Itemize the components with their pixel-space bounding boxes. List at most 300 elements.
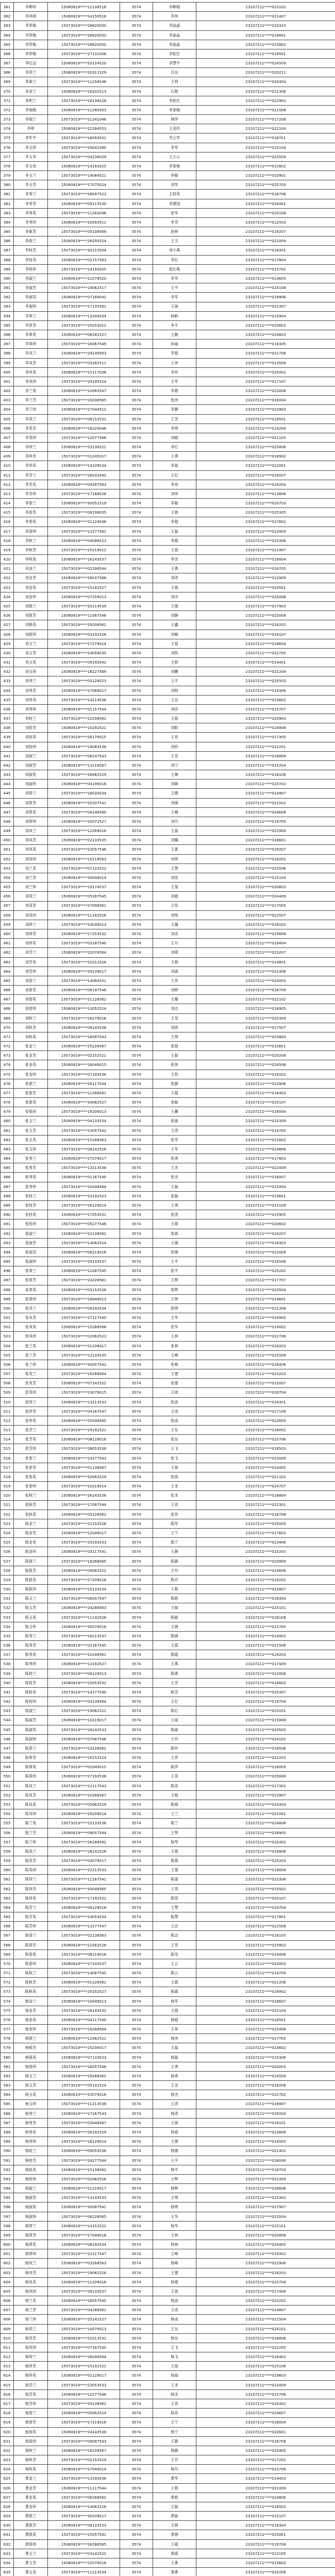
applicant-name-cell: 杨翠芳 [14, 2230, 48, 2240]
service-number-cell: 23107211****016102 [196, 920, 335, 929]
table-row [1, 1950, 335, 1959]
service-number-cell: 23107211****025309 [196, 1013, 335, 1023]
table-row [1, 2343, 335, 2352]
household-head-cell: 李春梅 [153, 105, 196, 114]
applicant-name-cell: 刘兰珍 [14, 883, 48, 892]
household-size-cell: 3574 [120, 1743, 153, 1753]
household-size-cell: 3574 [120, 1182, 153, 1191]
household-size-cell: 3574 [120, 1201, 153, 1210]
row-number-cell: 496 [1, 1266, 14, 1276]
applicant-name-cell: 李荣兰 [14, 68, 48, 77]
table-row [1, 358, 335, 367]
service-number-cell: 23107211****022006 [196, 1669, 335, 1678]
table-row [1, 461, 335, 470]
row-number-cell: 443 [1, 770, 14, 779]
applicant-name-cell: 刘淑珍 [14, 779, 48, 789]
id-number-cell: 15073019****26620050 [48, 30, 120, 40]
id-number-cell: 15080819****20093511 [48, 217, 120, 227]
applicant-name-cell: 黄玉英 [14, 2568, 48, 2576]
table-row [1, 676, 335, 686]
service-number-cell: 23107211****017108 [196, 1406, 335, 1416]
row-number-cell: 524 [1, 1529, 14, 1538]
row-number-cell: 553 [1, 1800, 14, 1809]
household-size-cell: 3574 [120, 236, 153, 246]
table-row [1, 2081, 335, 2090]
id-number-cell: 15073019****17168528 [48, 489, 120, 498]
table-row [1, 1463, 335, 1472]
row-number-cell: 400 [1, 367, 14, 377]
household-head-cell: 王丹 [153, 1566, 196, 1575]
service-number-cell: 23107211****016403 [196, 1088, 335, 1097]
household-size-cell: 3574 [120, 3, 153, 12]
id-number-cell: 15080819****17053531 [48, 1210, 120, 1219]
household-head-cell: 陈静 [153, 1556, 196, 1566]
household-head-cell: 杨静 [153, 2446, 196, 2455]
row-number-cell: 561 [1, 1875, 14, 1884]
table-row [1, 190, 335, 199]
row-number-cell: 398 [1, 349, 14, 358]
table-row [1, 1369, 335, 1379]
row-number-cell: 408 [1, 443, 14, 452]
household-head-cell: 李霞 [153, 536, 196, 545]
id-number-cell: 15073019****29138562 [48, 2399, 120, 2409]
household-head-cell: 王晓 [153, 957, 196, 967]
household-head-cell: 陈洁 [153, 1931, 196, 1940]
service-number-cell: 23107211****025005 [196, 1519, 335, 1528]
row-number-cell: 512 [1, 1416, 14, 1425]
household-size-cell: 3574 [120, 2389, 153, 2399]
service-number-cell: 23107211****022104 [196, 124, 335, 133]
row-number-cell: 401 [1, 377, 14, 386]
table-row [1, 246, 335, 255]
row-number-cell: 537 [1, 1650, 14, 1659]
applicant-name-cell: 杨凤芳 [14, 2268, 48, 2277]
service-number-cell: 23107211****019002 [196, 1323, 335, 1332]
household-size-cell: 3574 [120, 1950, 153, 1959]
service-number-cell: 23107211****015802 [196, 40, 335, 49]
applicant-name-cell: 李凤芳 [14, 358, 48, 367]
household-size-cell: 3574 [120, 461, 153, 470]
id-number-cell: 15080819****30049014 [48, 873, 120, 882]
household-size-cell: 3574 [120, 527, 153, 536]
id-number-cell: 15080819****25207541 [48, 798, 120, 807]
id-number-cell: 15080819****20268567 [48, 1790, 120, 1800]
row-number-cell: 573 [1, 1987, 14, 1996]
household-size-cell: 3574 [120, 2034, 153, 2043]
service-number-cell: 23107211****020107 [196, 1893, 335, 1903]
id-number-cell: 15080819****13213533 [48, 1397, 120, 1406]
row-number-cell: 392 [1, 293, 14, 302]
table-row [1, 639, 335, 648]
household-head-cell: 王文 [153, 236, 196, 246]
household-head-cell: 刘鹏 [153, 667, 196, 676]
applicant-name-cell: 黄银英 [14, 2530, 48, 2539]
row-number-cell: 435 [1, 695, 14, 704]
table-row [1, 1088, 335, 1097]
row-number-cell: 433 [1, 676, 14, 686]
service-number-cell: 23107211****024806 [196, 1144, 335, 1154]
applicant-name-cell: 杨金珍 [14, 2025, 48, 2034]
service-number-cell: 23107211****025001 [196, 2530, 335, 2539]
household-size-cell: 3574 [120, 1350, 153, 1360]
household-size-cell: 3574 [120, 1341, 153, 1350]
household-head-cell: 陈艳 [153, 1594, 196, 1603]
row-number-cell: 579 [1, 2043, 14, 2053]
row-number-cell: 438 [1, 723, 14, 733]
household-size-cell: 3574 [120, 2521, 153, 2530]
table-row [1, 686, 335, 695]
applicant-name-cell: 杨春芳 [14, 2418, 48, 2427]
id-number-cell: 15080819****02167545 [48, 1641, 120, 1650]
row-number-cell: 419 [1, 545, 14, 554]
applicant-name-cell: 张英芳 [14, 1379, 48, 1388]
table-row [1, 340, 335, 349]
table-row [1, 2015, 335, 2024]
applicant-name-cell: 刘珍兰 [14, 920, 48, 929]
applicant-name-cell: 刘凤英 [14, 845, 48, 854]
service-number-cell: 23107211****022205 [196, 2343, 335, 2352]
applicant-name-cell: 杨淑英 [14, 2202, 48, 2212]
table-row [1, 377, 335, 386]
table-row [1, 1603, 335, 1613]
row-number-cell: 504 [1, 1341, 14, 1350]
table-row [1, 1575, 335, 1584]
row-number-cell: 612 [1, 2352, 14, 2362]
household-size-cell: 3574 [120, 2530, 153, 2539]
row-number-cell: 372 [1, 105, 14, 114]
table-row [1, 611, 335, 620]
service-number-cell: 23107211****017801 [196, 1912, 335, 1922]
household-size-cell: 3574 [120, 1247, 153, 1257]
household-head-cell: 杨军 [153, 1996, 196, 2006]
service-number-cell: 23107211****021009 [196, 236, 335, 246]
table-row [1, 1303, 335, 1313]
household-head-cell: 王平 [153, 283, 196, 293]
applicant-name-cell: 张春英 [14, 1472, 48, 1481]
applicant-name-cell: 陈银英 [14, 1575, 48, 1584]
id-number-cell: 15080819****27193538 [48, 1772, 120, 1781]
id-number-cell: 15080819****29139017 [48, 967, 120, 976]
service-number-cell: 23107211****015502 [196, 1884, 335, 1893]
table-row [1, 443, 335, 452]
id-number-cell: 15073019****27131006 [48, 49, 120, 58]
id-number-cell: 15073019****21048561 [48, 1650, 120, 1659]
row-number-cell: 611 [1, 2343, 14, 2352]
applicant-name-cell: 刘翠芳 [14, 798, 48, 807]
service-number-cell: 23107211****024102 [196, 1734, 335, 1743]
household-head-cell: 陈霞 [153, 1650, 196, 1659]
applicant-name-cell: 刘兰英 [14, 863, 48, 873]
id-number-cell: 15080819****05062524 [48, 2409, 120, 2418]
applicant-name-cell: 刘银芳 [14, 611, 48, 620]
id-number-cell: 15073019****16067549 [48, 340, 120, 349]
household-size-cell: 3574 [120, 883, 153, 892]
household-size-cell: 3574 [120, 1397, 153, 1406]
applicant-name-cell: 李珍芳 [14, 452, 48, 461]
service-number-cell: 23107211****025305 [196, 508, 335, 517]
household-head-cell: 王慧 [153, 863, 196, 873]
applicant-name-cell: 李秀兰 [14, 190, 48, 199]
household-size-cell: 3574 [120, 1116, 153, 1126]
service-number-cell: 23107211****019501 [196, 414, 335, 423]
id-number-cell: 15073019****24053534 [48, 1912, 120, 1922]
household-head-cell: 李静 [153, 405, 196, 414]
table-row [1, 508, 335, 517]
household-head-cell: 刘洁 [153, 1004, 196, 1013]
row-number-cell: 489 [1, 1201, 14, 1210]
applicant-name-cell: 杨秀珍 [14, 2137, 48, 2146]
id-number-cell: 15080819****12062521 [48, 2034, 120, 2043]
table-row [1, 1809, 335, 1819]
applicant-name-cell: 陈秀兰 [14, 1631, 48, 1640]
row-number-cell: 440 [1, 742, 14, 751]
row-number-cell: 487 [1, 1182, 14, 1191]
row-number-cell: 375 [1, 133, 14, 143]
household-head-cell: 刘炎 [153, 929, 196, 939]
household-head-cell: 孙丽 [153, 340, 196, 349]
id-number-cell: 15073019****14064531 [48, 976, 120, 985]
applicant-name-cell: 李带梅 [14, 21, 48, 30]
table-row [1, 2286, 335, 2296]
applicant-name-cell: 刘桂珍 [14, 742, 48, 751]
household-head-cell: 杨海 [153, 2371, 196, 2380]
id-number-cell: 15073019****27135581 [48, 302, 120, 311]
applicant-name-cell: 张金英 [14, 1060, 48, 1070]
service-number-cell: 23107211****014505 [196, 2137, 335, 2146]
row-number-cell: 431 [1, 658, 14, 667]
table-row [1, 1912, 335, 1922]
household-size-cell: 3574 [120, 742, 153, 751]
service-number-cell: 23107211****014801 [196, 957, 335, 967]
service-number-cell: 23107211****023509 [196, 152, 335, 161]
applicant-name-cell: 杨桂兰 [14, 2146, 48, 2156]
id-number-cell: 15080819****11087545 [48, 1266, 120, 1276]
row-number-cell: 594 [1, 2184, 14, 2193]
table-row [1, 555, 335, 564]
household-head-cell: 王瑶 [153, 639, 196, 648]
household-head-cell: 李敏 [153, 171, 196, 180]
household-size-cell: 3574 [120, 2493, 153, 2502]
table-row [1, 1173, 335, 1182]
id-number-cell: 15073019****18129014 [48, 2137, 120, 2146]
row-number-cell: 587 [1, 2118, 14, 2127]
household-head-cell: 陈宁 [153, 1538, 196, 1547]
household-size-cell: 3574 [120, 583, 153, 592]
id-number-cell: 15080819****28037568 [48, 573, 120, 583]
table-row [1, 264, 335, 274]
id-number-cell: 15080819****09143538 [48, 1023, 120, 1032]
id-number-cell: 15073019****19192521 [48, 1426, 120, 1435]
applicant-name-cell: 陈珍芳 [14, 1884, 48, 1893]
id-number-cell: 15080819****18228567 [48, 2446, 120, 2455]
applicant-name-cell: 刘春珍 [14, 1004, 48, 1013]
household-size-cell: 3574 [120, 1463, 153, 1472]
table-row [1, 1285, 335, 1294]
table-row [1, 1922, 335, 1931]
household-head-cell: 杨明 [153, 2202, 196, 2212]
id-number-cell: 15080819****03268563 [48, 2259, 120, 2268]
row-number-cell: 551 [1, 1781, 14, 1790]
row-number-cell: 591 [1, 2156, 14, 2165]
applicant-name-cell: 李秋兰 [14, 536, 48, 545]
id-number-cell: 15073019****04238029 [48, 152, 120, 161]
table-row [1, 1706, 335, 1716]
applicant-name-cell: 陈凤兰 [14, 1781, 48, 1790]
service-number-cell: 23107211****024304 [196, 77, 335, 87]
row-number-cell: 546 [1, 1734, 14, 1743]
service-number-cell: 23107211****022009 [196, 1247, 335, 1257]
service-number-cell: 23107211****025404 [196, 1182, 335, 1191]
row-number-cell: 457 [1, 901, 14, 910]
id-number-cell: 15080819****20062529 [48, 1472, 120, 1481]
id-number-cell: 15080819****15218563 [48, 854, 120, 863]
table-row [1, 49, 335, 58]
service-number-cell: 23107211****020211 [196, 68, 335, 77]
applicant-name-cell: 张翠英 [14, 1285, 48, 1294]
household-head-cell: 李柳娟 [153, 3, 196, 12]
household-size-cell: 3574 [120, 2268, 153, 2277]
table-row [1, 1856, 335, 1866]
table-row [1, 2174, 335, 2183]
household-size-cell: 3574 [120, 1500, 153, 1510]
id-number-cell: 15073019****21241048 [48, 115, 120, 124]
table-row [1, 976, 335, 985]
id-number-cell: 15080819****05287545 [48, 892, 120, 901]
household-head-cell: 李杰 [153, 555, 196, 564]
applicant-name-cell: 陈翠兰 [14, 1743, 48, 1753]
id-number-cell: 15080819****01228561 [48, 1978, 120, 1987]
household-size-cell: 3574 [120, 901, 153, 910]
household-size-cell: 3574 [120, 733, 153, 742]
household-size-cell: 3574 [120, 536, 153, 545]
table-row [1, 901, 335, 910]
household-head-cell: 刘宁 [153, 760, 196, 770]
household-size-cell: 3574 [120, 676, 153, 686]
row-number-cell: 558 [1, 1846, 14, 1856]
household-head-cell: 王婷 [153, 658, 196, 667]
id-number-cell: 15073019****11268561 [48, 1088, 120, 1097]
id-number-cell: 15080819****03142528 [48, 630, 120, 639]
household-head-cell: 王宁 [153, 1529, 196, 1538]
service-number-cell: 23107211****020302 [196, 2399, 335, 2409]
service-number-cell: 23107211****018808 [196, 2333, 335, 2343]
household-head-cell: 王磊 [153, 527, 196, 536]
applicant-name-cell: 刘桂芳 [14, 723, 48, 733]
service-number-cell: 23107211****016602 [196, 1678, 335, 1687]
applicant-name-cell: 张淑珍 [14, 1257, 48, 1266]
household-size-cell: 3574 [120, 1734, 153, 1743]
row-number-cell: 501 [1, 1313, 14, 1323]
table-row [1, 892, 335, 901]
service-number-cell: 23107211****016601 [196, 836, 335, 845]
applicant-name-cell: 杨金兰 [14, 1996, 48, 2006]
table-row [1, 1482, 335, 1491]
row-number-cell: 376 [1, 143, 14, 152]
applicant-name-cell: 陈金珍 [14, 1547, 48, 1556]
service-number-cell: 23107211****021706 [196, 349, 335, 358]
household-size-cell: 3574 [120, 1060, 153, 1070]
service-number-cell: 23107211****018305 [196, 340, 335, 349]
id-number-cell: 15080819****30087541 [48, 2202, 120, 2212]
id-number-cell: 15080819****22284553 [48, 124, 120, 133]
applicant-name-cell: 杨凤兰 [14, 2259, 48, 2268]
applicant-name-cell: 陈淑兰 [14, 1706, 48, 1716]
household-size-cell: 3574 [120, 349, 153, 358]
household-size-cell: 3574 [120, 1547, 153, 1556]
table-row [1, 1678, 335, 1687]
service-number-cell: 23107211****023105 [196, 2549, 335, 2558]
table-row [1, 2465, 335, 2474]
row-number-cell: 428 [1, 630, 14, 639]
row-number-cell: 367 [1, 59, 14, 68]
table-row [1, 1135, 335, 1144]
household-size-cell: 3574 [120, 1922, 153, 1931]
service-number-cell: 23107211****017602 [196, 1529, 335, 1538]
service-number-cell: 23107211****023907 [196, 1790, 335, 1800]
table-row [1, 452, 335, 461]
household-head-cell: 王璐 [153, 920, 196, 929]
id-number-cell: 15080819****07087546 [48, 1734, 120, 1743]
household-size-cell: 3574 [120, 1725, 153, 1734]
id-number-cell: 15080819****04117540 [48, 2015, 120, 2024]
id-number-cell: 15073019****13213538 [48, 1163, 120, 1173]
household-head-cell: 赵林 [153, 227, 196, 236]
table-row [1, 1098, 335, 1107]
household-size-cell: 3574 [120, 508, 153, 517]
row-number-cell: 525 [1, 1538, 14, 1547]
service-number-cell: 23107211****023009 [196, 1453, 335, 1463]
household-head-cell: 陈兰 [153, 1819, 196, 1828]
household-size-cell: 3574 [120, 1453, 153, 1463]
row-number-cell: 586 [1, 2109, 14, 2118]
row-number-cell: 439 [1, 733, 14, 742]
household-size-cell: 3574 [120, 133, 153, 143]
row-number-cell: 451 [1, 845, 14, 854]
row-number-cell: 377 [1, 152, 14, 161]
table-row [1, 1987, 335, 1996]
row-number-cell: 519 [1, 1482, 14, 1491]
service-number-cell: 23107211****024301 [196, 1397, 335, 1406]
row-number-cell: 474 [1, 1060, 14, 1070]
service-number-cell: 23107211****016606 [196, 2184, 335, 2193]
household-size-cell: 3574 [120, 2184, 153, 2193]
service-number-cell: 23107211****020904 [196, 714, 335, 723]
applicant-name-cell: 刘金芳 [14, 573, 48, 583]
row-number-cell: 491 [1, 1219, 14, 1229]
id-number-cell: 15080819****30057542 [48, 1360, 120, 1369]
applicant-name-cell: 杨淑芳 [14, 2193, 48, 2202]
household-size-cell: 3574 [120, 255, 153, 264]
id-number-cell: 15073019****16093501 [48, 133, 120, 143]
id-number-cell: 15073019****14062524 [48, 1238, 120, 1247]
household-size-cell: 3574 [120, 152, 153, 161]
household-size-cell: 3574 [120, 2352, 153, 2362]
applicant-name-cell: 刘翠珍 [14, 817, 48, 826]
household-head-cell: 王静 [153, 1547, 196, 1556]
applicant-name-cell: 刘英兰 [14, 892, 48, 901]
id-number-cell: 15080819****09053536 [48, 2146, 120, 2156]
applicant-name-cell: 刘玉英 [14, 658, 48, 667]
household-head-cell: 王军 [153, 377, 196, 386]
service-number-cell: 23107211****018709 [196, 986, 335, 995]
applicant-name-cell: 陈玉珍 [14, 1622, 48, 1631]
row-number-cell: 562 [1, 1884, 14, 1893]
id-number-cell: 15073019****29208561 [48, 620, 120, 630]
row-number-cell: 619 [1, 2418, 14, 2427]
service-number-cell: 23107211****016202 [196, 620, 335, 630]
household-size-cell: 3574 [120, 1781, 153, 1790]
service-number-cell: 23107211****025606 [196, 1772, 335, 1781]
